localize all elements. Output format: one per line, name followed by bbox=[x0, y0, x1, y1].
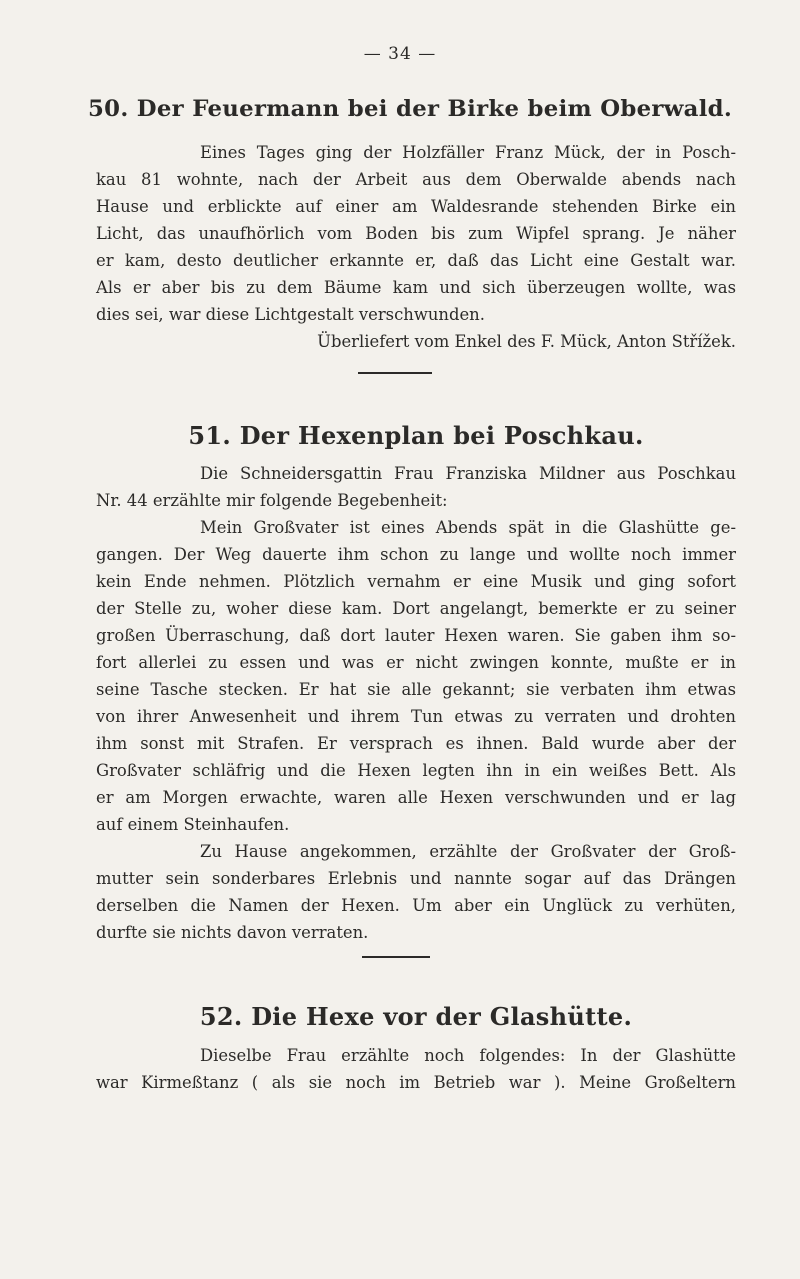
paragraph-line: fort allerlei zu essen und was er nicht zwingen konnte, mußte er in bbox=[96, 653, 736, 672]
paragraph-line: er am Morgen erwachte, waren alle Hexen verschwunden und er lag bbox=[96, 788, 736, 807]
paragraph-line: Hause und erblickte auf einer am Waldesrande stehenden Birke ein bbox=[96, 197, 736, 216]
page-number: — 34 — bbox=[363, 44, 437, 64]
paragraph-line: kein Ende nehmen. Plötzlich vernahm er eine Musik und ging sofort bbox=[96, 572, 736, 591]
paragraph-line: Mein Großvater ist eines Abends spät in die Glashütte ge- bbox=[200, 518, 736, 537]
paragraph-line: auf einem Steinhaufen. bbox=[96, 815, 290, 834]
section-divider bbox=[362, 956, 430, 958]
paragraph-line: gangen. Der Weg dauerte ihm schon zu lange und wollte noch immer bbox=[96, 545, 736, 564]
paragraph-line: ihm sonst mit Strafen. Er versprach es ihnen. Bald wurde aber der bbox=[96, 734, 736, 753]
paragraph-line: Großvater schläfrig und die Hexen legten ihn in ein weißes Bett. Als bbox=[96, 761, 736, 780]
section-heading-51: 51. Der Hexenplan bei Poschkau. bbox=[188, 421, 644, 450]
paragraph-line: von ihrer Anwesenheit und ihrem Tun etwas zu verraten und drohten bbox=[96, 707, 736, 726]
paragraph-line: durfte sie nichts davon verraten. bbox=[96, 923, 369, 942]
paragraph-line: er kam, desto deutlicher erkannte er, daß das Licht eine Gestalt war. bbox=[96, 251, 736, 270]
paragraph-line: derselben die Namen der Hexen. Um aber ein Unglück zu verhüten, bbox=[96, 896, 736, 915]
paragraph-line: Eines Tages ging der Holzfäller Franz Mück, der in Posch- bbox=[200, 143, 736, 162]
paragraph-line: seine Tasche stecken. Er hat sie alle gekannt; sie verbaten ihm etwas bbox=[96, 680, 736, 699]
paragraph-line: Dieselbe Frau erzählte noch folgendes: In der Glashütte bbox=[200, 1046, 736, 1065]
paragraph-line: großen Überraschung, daß dort lauter Hexen waren. Sie gaben ihm so- bbox=[96, 626, 736, 645]
section-divider bbox=[358, 372, 432, 374]
paragraph-line: Zu Hause angekommen, erzählte der Großvater der Groß- bbox=[200, 842, 736, 861]
paragraph-line: der Stelle zu, woher diese kam. Dort angelangt, bemerkte er zu seiner bbox=[96, 599, 736, 618]
paragraph-line: Als er aber bis zu dem Bäume kam und sich überzeugen wollte, was bbox=[96, 278, 736, 297]
paragraph-line: dies sei, war diese Lichtgestalt verschwunden. bbox=[96, 305, 485, 324]
paragraph-line: Nr. 44 erzählte mir folgende Begebenheit: bbox=[96, 491, 448, 510]
paragraph-line: Licht, das unaufhörlich vom Boden bis zum Wipfel sprang. Je näher bbox=[96, 224, 736, 243]
paragraph-line: war Kirmeßtanz ( als sie noch im Betrieb war ). Meine Großeltern bbox=[96, 1073, 736, 1092]
paragraph-line: Die Schneidersgattin Frau Franziska Mildner aus Poschkau bbox=[200, 464, 736, 483]
attribution: Überliefert vom Enkel des F. Mück, Anton Střížek. bbox=[317, 332, 736, 351]
section-heading-52: 52. Die Hexe vor der Glashütte. bbox=[199, 1002, 633, 1031]
paragraph-line: mutter sein sonderbares Erlebnis und nannte sogar auf das Drängen bbox=[96, 869, 736, 888]
paragraph-line: kau 81 wohnte, nach der Arbeit aus dem Oberwalde abends nach bbox=[96, 170, 736, 189]
section-heading-50: 50. Der Feuermann bei der Birke beim Oberwald. bbox=[88, 96, 733, 122]
